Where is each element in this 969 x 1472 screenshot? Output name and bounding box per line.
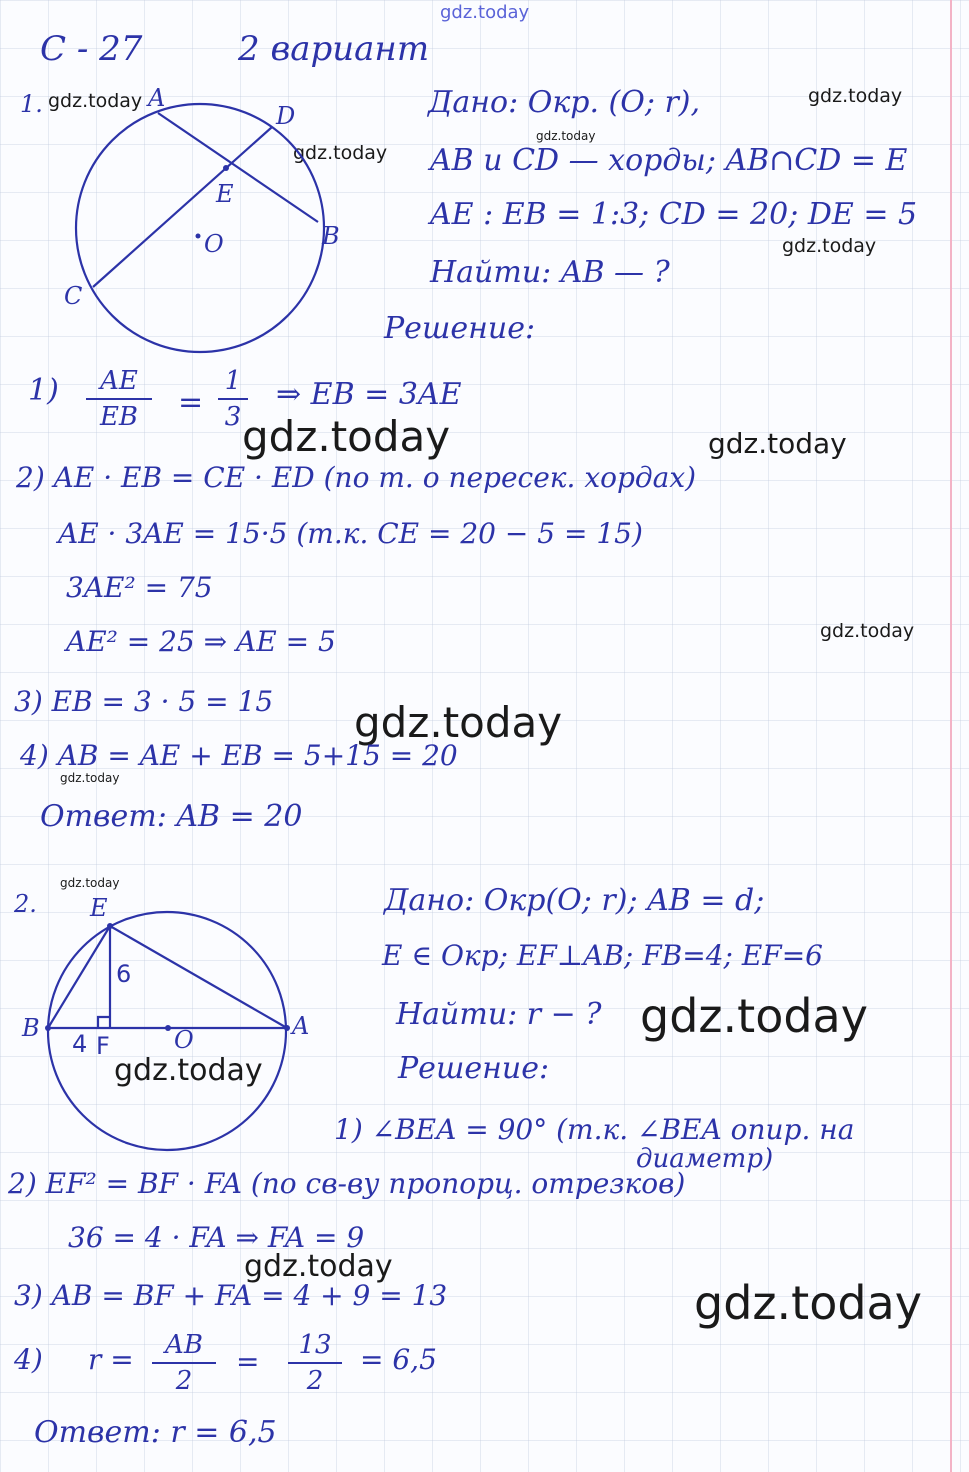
watermark: gdz.today (60, 771, 120, 785)
p1-answer: Ответ: AB = 20 (40, 799, 303, 834)
fraction-bar (152, 1362, 216, 1364)
fraction-bar (288, 1362, 342, 1364)
p1-step2d: AE² = 25 ⇒ AE = 5 (66, 625, 336, 658)
p2-step4-lead: 4) (14, 1343, 43, 1376)
p1-frac-den: EB (99, 402, 139, 432)
watermark-top: gdz.today (440, 2, 530, 23)
p1-step1-num: 1) (28, 373, 59, 408)
p1-step4: 4) AB = AE + EB = 5+15 = 20 (20, 739, 458, 772)
p2-point-a (284, 1025, 290, 1031)
p1-label-c: C (64, 282, 83, 310)
p2-step4-r: r = (88, 1343, 134, 1376)
watermark: gdz.today (48, 90, 143, 112)
p2-label-six: 6 (116, 960, 132, 988)
watermark: gdz.today (114, 1053, 263, 1088)
p1-label-o: O (204, 230, 224, 258)
watermark: gdz.today (242, 412, 451, 461)
p2-label-a: A (292, 1012, 310, 1040)
p1-step1-result: ⇒ EB = 3AE (276, 377, 462, 412)
fraction-bar (218, 398, 248, 400)
p2-step2b: 36 = 4 · FA ⇒ FA = 9 (68, 1221, 365, 1254)
p1-point-o (196, 234, 201, 239)
p1-given-chords: AB и CD — хорды; AB∩CD = E (430, 143, 908, 178)
p2-step4-eq: = (236, 1345, 260, 1378)
p2-point-e (107, 923, 113, 929)
p2-step1: 1) ∠BEA = 90° (т.к. ∠BEA опир. на (334, 1113, 855, 1146)
watermark: gdz.today (354, 698, 563, 747)
watermark: gdz.today (60, 876, 120, 890)
watermark: gdz.today (293, 142, 388, 164)
p2-answer: Ответ: r = 6,5 (34, 1415, 277, 1450)
p2-label-o: O (174, 1026, 194, 1054)
watermark: gdz.today (782, 235, 877, 257)
p1-given-ratio: AE : EB = 1:3; CD = 20; DE = 5 (430, 197, 918, 232)
p1-point-e (223, 165, 229, 171)
p1-step2b: AE · 3AE = 15·5 (т.к. CE = 20 − 5 = 15) (58, 517, 643, 550)
p2-label-b: B (22, 1014, 40, 1042)
p2-chord-ea (110, 926, 287, 1028)
p1-label-b: B (322, 222, 340, 250)
p1-label-e: E (216, 180, 234, 208)
problem2-number: 2. (14, 890, 37, 918)
watermark: gdz.today (244, 1249, 393, 1284)
p1-step3: 3) EB = 3 · 5 = 15 (14, 685, 274, 718)
p2-frac2-den: 2 (306, 1366, 324, 1396)
fraction-bar (86, 398, 152, 400)
watermark: gdz.today (536, 129, 596, 143)
watermark: gdz.today (808, 85, 903, 107)
problem1-number: 1. (20, 90, 43, 118)
p1-label-a: A (148, 84, 166, 112)
watermark: gdz.today (708, 427, 847, 460)
p1-label-d: D (276, 102, 296, 130)
p1-chord-cd (93, 127, 272, 287)
p1-find: Найти: AB — ? (430, 255, 670, 290)
p1-step1-eq: = (178, 385, 204, 420)
p1-step2: 2) AE · EB = CE · ED (по т. о пересек. хордах) (16, 461, 697, 494)
p2-point-o (165, 1025, 171, 1031)
p1-step1-value (218, 366, 248, 432)
p2-frac2-num: 13 (298, 1330, 332, 1360)
p2-step4-fraction1 (152, 1330, 216, 1396)
p2-step2: 2) EF² = BF · FA (по св-ву пропорц. отрезков) (8, 1167, 686, 1200)
p2-step3: 3) AB = BF + FA = 4 + 9 = 13 (14, 1279, 448, 1312)
p2-step1b: диаметр) (636, 1144, 774, 1174)
p2-chord-eb (48, 926, 110, 1028)
watermark: gdz.today (694, 1276, 922, 1330)
p2-step4-fraction2 (288, 1330, 342, 1396)
p2-label-f: F (96, 1032, 110, 1060)
watermark: gdz.today (820, 620, 915, 642)
p2-find: Найти: r − ? (396, 997, 602, 1032)
watermark: gdz.today (640, 989, 868, 1043)
p2-given: Дано: Окр(O; r); AB = d; (384, 883, 765, 918)
p2-label-four: 4 (72, 1030, 88, 1058)
p1-val-den: 3 (224, 402, 242, 432)
p1-given: Дано: Окр. (O; r), (428, 85, 701, 120)
p2-label-e: E (90, 894, 108, 922)
p2-frac1-num: AB (165, 1330, 203, 1360)
p2-point-b (45, 1025, 51, 1031)
p1-step2c: 3AE² = 75 (66, 571, 213, 604)
p1-frac-num: AE (100, 366, 138, 396)
p2-frac1-den: 2 (175, 1366, 193, 1396)
p2-step4-result: = 6,5 (360, 1343, 437, 1376)
variant-name: 2 вариант (238, 29, 430, 69)
p2-right-angle (98, 1017, 110, 1028)
p1-val-num: 1 (224, 366, 242, 396)
p1-step1-fraction (86, 366, 152, 432)
p2-solution-header: Решение: (398, 1051, 550, 1086)
variant-code: С - 27 (40, 29, 143, 69)
p2-given2: E ∈ Окр; EF⊥AB; FB=4; EF=6 (382, 939, 823, 972)
p1-solution-header: Решение: (384, 311, 536, 346)
